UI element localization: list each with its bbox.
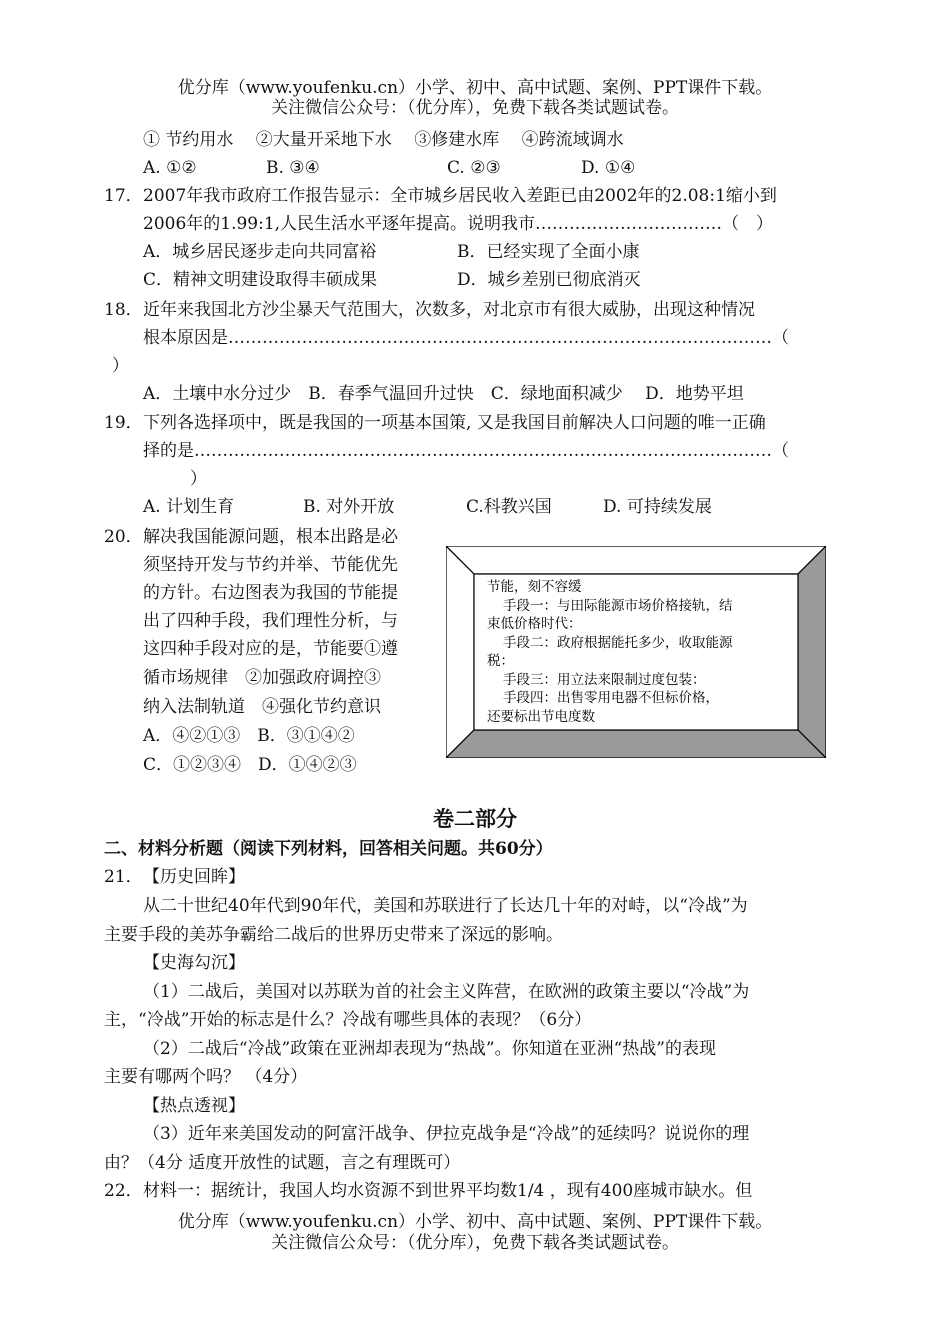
q20-line-2: 须坚持开发与节约并举、节能优先 [143, 555, 398, 575]
q21-tag-explore: 【史海勾沉】 [143, 953, 245, 973]
q17-choice-b: B．已经实现了全面小康 [457, 242, 640, 262]
q17-choice-c: C．精神文明建设取得丰硕成果 [143, 270, 378, 290]
q21-tag-history: 【历史回眸】 [143, 867, 245, 887]
q18-choices: A．土壤中水分过少 B．春季气温回升过快 C．绿地面积减少 D．地势平坦 [143, 384, 744, 404]
header-line-1: 优分库（www.youfenku.cn）小学、初中、高中试题、案例、PPT课件下载。 [177, 78, 773, 98]
q21-sub3-line-2: 由？（4分 适度开放性的试题，言之有理既可） [104, 1153, 461, 1173]
q17-choice-a: A．城乡居民逐步走向共同富裕 [143, 242, 377, 262]
box-line-5: 手段三：用立法来限制过度包装： [503, 671, 706, 688]
part2-title: 卷二部分 [433, 806, 517, 831]
box-line-3: 手段二：政府根据能托多少，收取能源 [503, 634, 733, 651]
q21-sub1-line-1: （1）二战后，美国对以苏联为首的社会主义阵营，在欧洲的政策主要以“冷战”为 [143, 982, 750, 1002]
q18-number: 18． [104, 300, 143, 320]
q19-choice-c: C.科教兴国 [466, 497, 552, 517]
q20-choice-line-2: C．①②③④ D．①④②③ [143, 755, 357, 775]
box-heading: 节能，刻不容缓 [487, 579, 582, 595]
q21-sub1-line-2: 主，“冷战”开始的标志是什么？冷战有哪些具体的表现？（6分） [104, 1010, 592, 1030]
box-line-1: 手段一：与田际能源市场价格接轨，结 [503, 597, 733, 614]
q20-line-4: 出了四种手段，我们理性分析，与 [143, 611, 398, 631]
box-line-6: 手段四：出售零用电器不但标价格， [503, 690, 719, 706]
q16-choice-a: A. ①② [143, 158, 197, 178]
q20-line-3: 的方针。右边图表为我国的节能提 [143, 583, 398, 603]
q16-choice-b: B. ③④ [266, 158, 320, 178]
q19-line-3: ） [190, 469, 207, 489]
q16-choice-c: C. ②③ [447, 158, 501, 178]
q21-para1-line-2: 主要手段的美苏争霸给二战后的世界历史带来了深远的影响。 [104, 925, 563, 945]
box-line-7: 还要标出节电度数 [487, 708, 595, 725]
header-line-2: 关注微信公众号：（优分库），免费下载各类试题试卷。 [271, 98, 679, 118]
q21-sub3-line-1: （3）近年来美国发动的阿富汗战争、伊拉克战争是“冷战”的延续吗？说说你的理 [143, 1124, 750, 1144]
q19-number: 19． [104, 413, 143, 433]
q19-line-1: 下列各选择项中，既是我国的一项基本国策, 又是我国目前解决人口问题的唯一正确 [143, 413, 766, 433]
q17-line-2: 2006年的1.99:1,人民生活水平逐年提高。说明我市……………………………（ ） [143, 214, 774, 234]
q21-sub2-line-1: （2）二战后“冷战”政策在亚洲却表现为“热战”。你知道在亚洲“热战”的表现 [143, 1039, 716, 1059]
footer-line-2: 关注微信公众号：（优分库），免费下载各类试题试卷。 [271, 1233, 679, 1253]
q22-number: 22． [104, 1181, 143, 1201]
q19-line-2: 择的是…………………………………………………………………………………………（ [143, 441, 789, 461]
q18-line-1: 近年来我国北方沙尘暴天气范围大，次数多，对北京市有很大威胁，出现这种情况 [143, 300, 755, 320]
q22-line-1: 材料一：据统计，我国人均水资源不到世界平均数1/4 ，现有400座城市缺水。但 [143, 1181, 753, 1201]
q20-number: 20． [104, 527, 143, 547]
q19-choice-a: A. 计划生育 [143, 497, 235, 517]
energy-saving-text [487, 578, 799, 726]
q19-choice-d: D. 可持续发展 [603, 497, 712, 517]
q16-choice-d: D. ①④ [581, 158, 636, 178]
q16-options-line: ① 节约用水 ②大量开采地下水 ③修建水库 ④跨流域调水 [143, 130, 624, 150]
q20-line-5: 这四种手段对应的是，节能要①遵 [143, 639, 398, 659]
part2-section-heading: 二、材料分析题（阅读下列材料，回答相关问题。共60分） [104, 839, 553, 859]
q20-choice-line-1: A．④②①③ B．③①④② [143, 726, 355, 746]
q21-tag-hotspot: 【热点透视】 [143, 1096, 245, 1116]
q20-line-1: 解决我国能源问题，根本出路是必 [143, 527, 398, 547]
q17-number: 17． [104, 186, 143, 206]
footer-line-1: 优分库（www.youfenku.cn）小学、初中、高中试题、案例、PPT课件下载。 [177, 1212, 773, 1232]
q18-line-3: ） [112, 356, 129, 376]
q18-line-2: 根本原因是……………………………………………………………………………………（ [143, 328, 789, 348]
q17-line-1: 2007年我市政府工作报告显示：全市城乡居民收入差距已由2002年的2.08:1缩小到 [143, 186, 777, 206]
q21-sub2-line-2: 主要有哪两个吗？ （4分） [104, 1067, 308, 1087]
q17-choice-d: D．城乡差别已彻底消灭 [457, 270, 641, 290]
q20-line-7: 纳入法制轨道 ④强化节约意识 [143, 697, 381, 717]
q20-line-6: 循市场规律 ②加强政府调控③ [143, 668, 381, 688]
q19-choice-b: B. 对外开放 [303, 497, 395, 517]
box-line-4: 税： [487, 653, 514, 669]
q21-number: 21． [104, 867, 143, 887]
box-line-2: 束低价格时代： [487, 616, 582, 632]
q21-para1-line-1: 从二十世纪40年代到90年代，美国和苏联进行了长达几十年的对峙，以“冷战”为 [143, 896, 748, 916]
